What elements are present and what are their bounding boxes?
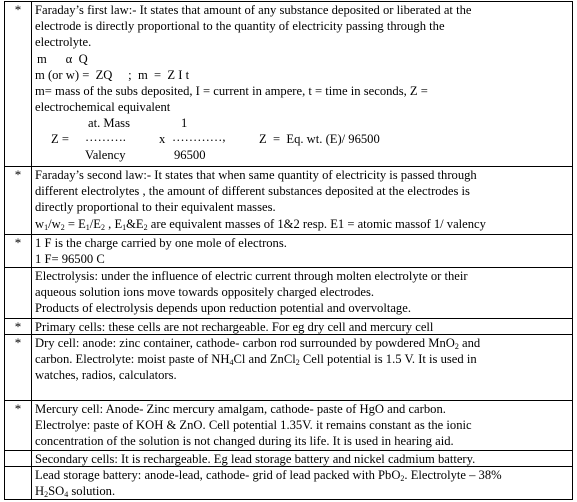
text-line: aqueous solution ions move towards oppositely charged electrodes. (35, 285, 375, 300)
formula-times: x (159, 132, 166, 147)
bullet-marker (5, 268, 32, 318)
text-line: Secondary cells: It is rechargeable. Eg lead storage battery and nickel cadmium battery. (35, 452, 476, 466)
row-faraday-second-law (5, 166, 572, 234)
formula-result: Z = Eq. wt. (E)/ 96500 (259, 132, 380, 147)
text-line: m α Q (37, 51, 88, 66)
eq-subscript: 2 (143, 222, 148, 232)
formula-denominator-right: 96500 (174, 148, 206, 163)
text-line: m= mass of the subs deposited, I = current in ampere, t = time in seconds, Z = (35, 84, 428, 99)
subscript: 2 (295, 358, 300, 368)
row-primary-cells (5, 318, 572, 334)
text-line: electrolyte. (35, 35, 92, 50)
cell-primary-cells (32, 319, 572, 335)
formula-fraction-dots-left: ………. (85, 130, 126, 145)
text-line: watches, radios, calculators. (35, 368, 177, 383)
formula-numerator-right: 1 (181, 116, 188, 131)
bullet-marker: * (5, 2, 32, 166)
eq-subscript: 2 (60, 222, 65, 232)
notes-table (4, 1, 573, 500)
text-part: Cl and ZnCl (233, 352, 296, 367)
text-part: carbon. Electrolyte: moist paste of NH (35, 352, 230, 367)
text-line: Products of electrolysis depends upon reduction potential and overvoltage. (35, 301, 411, 316)
eq-subscript: 1 (44, 222, 49, 232)
cell-dry-cell (32, 335, 572, 384)
row-faraday-constant (5, 234, 572, 267)
text-line: concentration of the solution is not changed during its life. It is used in hearing aid. (35, 434, 454, 449)
text-line: m (or w) = ZQ ; m = Z I t (35, 67, 190, 82)
text-line: directly proportional to their equivalent masses. (35, 200, 276, 215)
text-line: Primary cells: these cells are not rechargeable. For eg dry cell and mercury cell (35, 320, 434, 334)
eq-part: /E (89, 216, 101, 231)
row-secondary-cells (5, 450, 572, 466)
text-part: . Electrolyte – 38% (404, 468, 502, 482)
text-line (35, 467, 569, 483)
text-line: 1 F is the charge carried by one mole of electrons. (35, 236, 287, 250)
text-line: Mercury cell: Anode- Zinc mercury amalgam, cathode- paste of HgO and carbon. (35, 402, 446, 416)
cell-mercury-cell (32, 401, 572, 450)
cell-faraday-first-law (32, 2, 572, 163)
eq-part: w (35, 216, 45, 231)
text-part: solution. (68, 484, 116, 499)
text-part: and (458, 336, 481, 350)
text-part: Lead storage battery: anode-lead, cathode- grid of lead packed with PbO (35, 468, 401, 482)
cell-lead-storage-battery (32, 467, 572, 499)
bullet-marker: * (5, 235, 32, 267)
eq-part: /w (48, 216, 61, 231)
eq-subscript: 1 (85, 222, 90, 232)
electrochemical-equivalent-formula (35, 115, 569, 163)
eq-subscript: 1 (122, 222, 127, 232)
text-part: H (35, 484, 45, 499)
bullet-marker (5, 451, 32, 466)
row-dry-cell (5, 334, 572, 400)
text-line: Electrolye: paste of KOH & ZnO. Cell potential 1.35V. it remains constant as the ionic (35, 418, 472, 433)
eq-part: are equivalent masses of 1&2 resp. E1 = atomic massof 1/ valency (147, 216, 486, 231)
bullet-marker: * (5, 401, 32, 450)
subscript: 4 (64, 490, 69, 500)
text-part: Dry cell: anode: zinc container, cathode- carbon rod surrounded by powdered MnO (35, 336, 455, 350)
bullet-marker: * (5, 335, 32, 400)
text-line (35, 351, 569, 367)
text-line: 1 F= 96500 C (35, 252, 105, 267)
bullet-marker (5, 467, 32, 499)
cell-faraday-constant (32, 235, 572, 267)
row-faraday-first-law (5, 2, 572, 166)
row-electrolysis (5, 267, 572, 318)
cell-secondary-cells (32, 451, 572, 467)
subscript: 4 (229, 358, 234, 368)
text-line: Faraday’s first law:- It states that amount of any substance deposited or liberated at the (35, 3, 472, 17)
equivalent-masses-equation (35, 216, 569, 232)
text-part: Cell potential is 1.5 V. It is used in (299, 352, 477, 367)
subscript: 2 (454, 342, 459, 351)
bullet-marker: * (5, 319, 32, 334)
text-line (35, 335, 569, 351)
cell-faraday-second-law (32, 167, 572, 232)
text-line: electrochemical equivalent (35, 100, 171, 115)
eq-part: , E (105, 216, 123, 231)
subscript: 2 (400, 474, 405, 483)
eq-part: &E (126, 216, 144, 231)
formula-z-label: Z = (51, 132, 69, 147)
eq-part: = E (64, 216, 86, 231)
text-line: Faraday’s second law:- It states that when same quantity of electricity is passed through (35, 168, 477, 182)
text-line: Electrolysis: under the influence of electric current through molten electrolyte or their (35, 269, 468, 283)
row-lead-storage-battery (5, 466, 572, 499)
formula-numerator-left: at. Mass (88, 116, 130, 131)
cell-electrolysis (32, 268, 572, 317)
subscript: 2 (44, 490, 49, 500)
text-line: different electrolytes , the amount of different substances deposited at the electrodes is (35, 184, 470, 199)
eq-subscript: 2 (101, 222, 105, 232)
text-line (35, 483, 569, 499)
bullet-marker: * (5, 167, 32, 234)
row-mercury-cell (5, 400, 572, 450)
formula-fraction-dots-right: …………, (172, 130, 226, 145)
text-line: electrode is directly proportional to the quantity of electricity passing through the (35, 19, 445, 34)
text-part: SO (48, 484, 65, 499)
formula-denominator-left: Valency (85, 148, 126, 163)
